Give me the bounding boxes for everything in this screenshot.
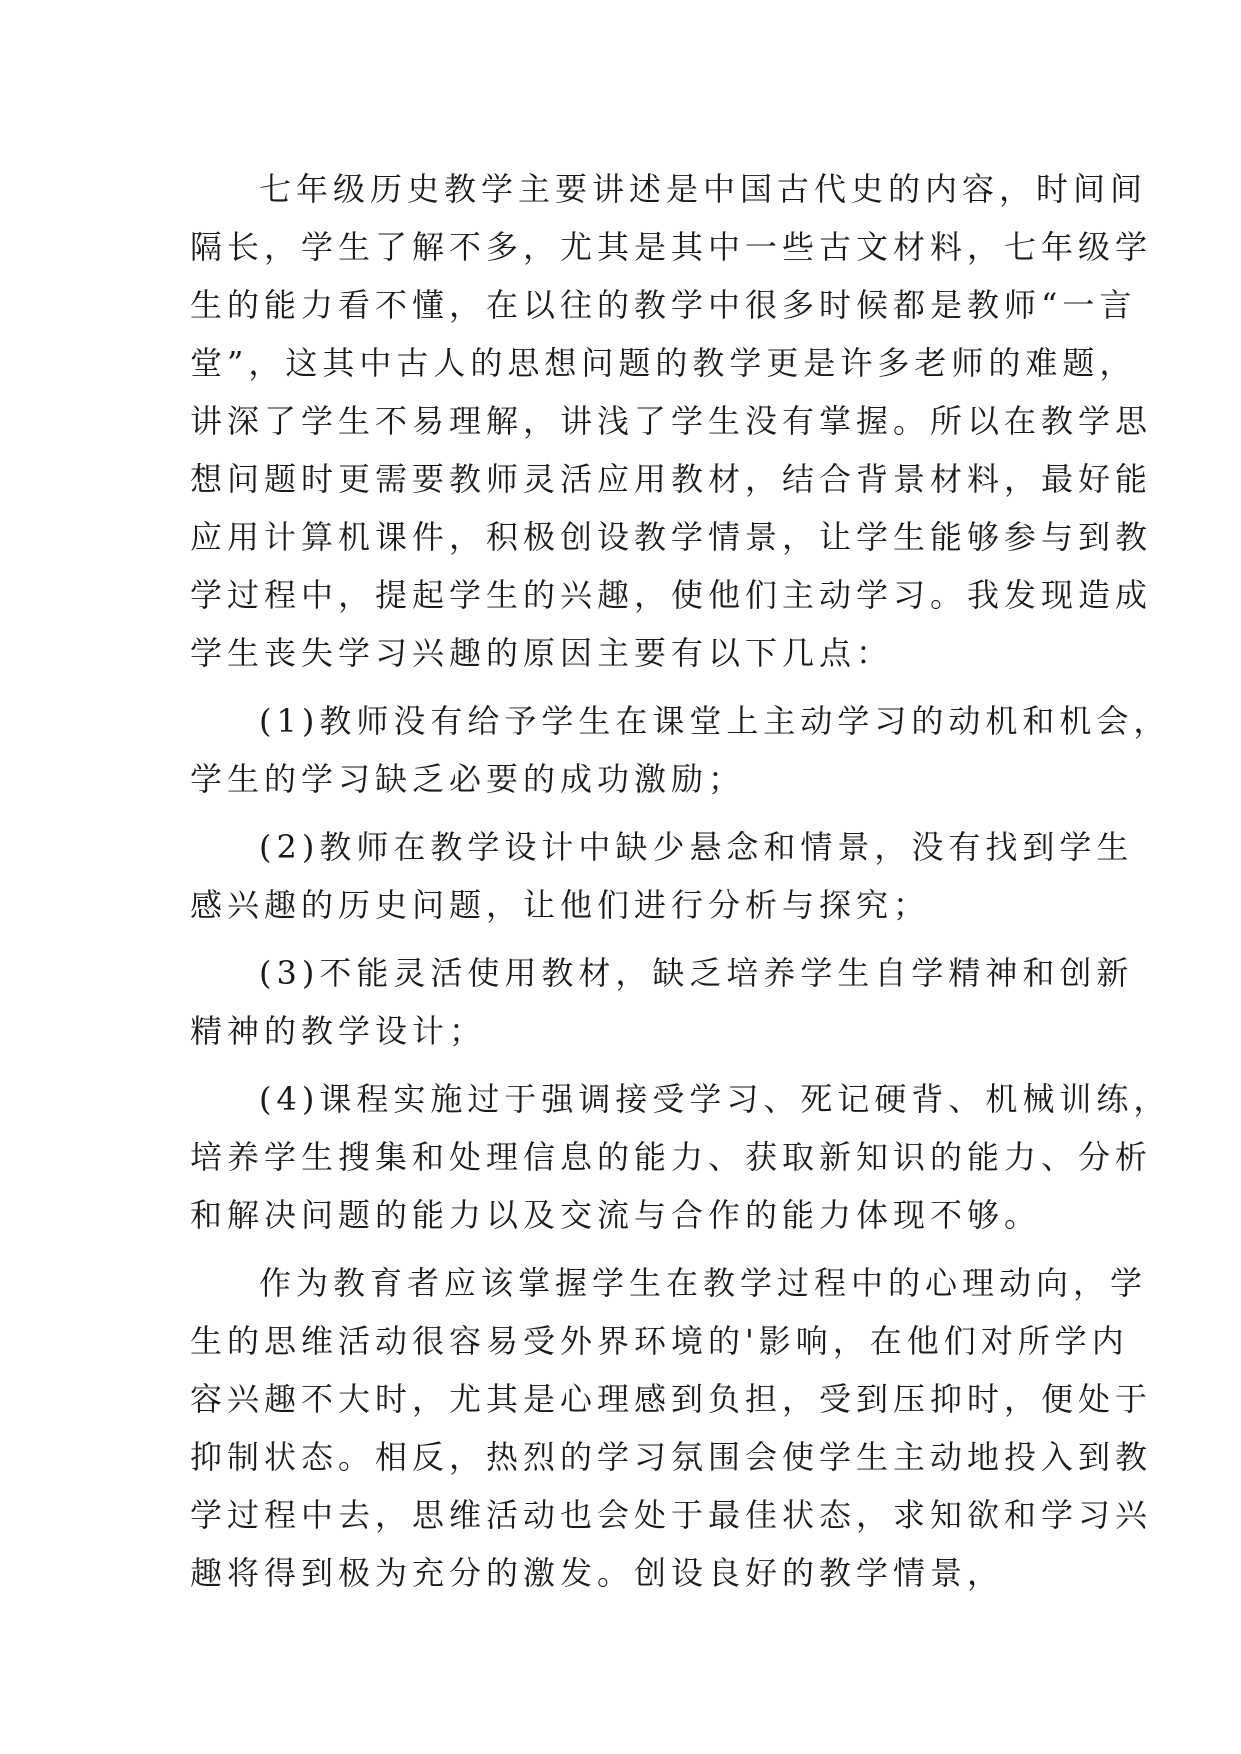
paragraph-1-line-3: 生的能力看不懂，在以往的教学中很多时候都是教师“一言 — [190, 286, 1137, 324]
list-item-4-line-3: 和解决问题的能力以及交流与合作的能力体现不够。 — [190, 1196, 1042, 1234]
paragraph-2-line-1: 作为教育者应该掌握学生在教学过程中的心理动向，学 — [259, 1264, 1148, 1302]
document-body — [190, 160, 1171, 1602]
list-item-4-line-2: 培养学生搜集和处理信息的能力、获取新知识的能力、分析 — [190, 1138, 1153, 1176]
list-item-2-line-2: 感兴趣的历史问题，让他们进行分析与探究； — [190, 886, 931, 924]
list-item-2-line-1: (2)教师在教学设计中缺少悬念和情景，没有找到学生 — [259, 828, 1134, 866]
paragraph-1-line-4: 堂”，这其中古人的思想问题的教学更是许多老师的难题， — [190, 344, 1137, 382]
list-item-4-line-1: (4)课程实施过于强调接受学习、死记硬背、机械训练， — [259, 1080, 1171, 1118]
paragraph-1-line-7: 应用计算机课件，积极创设教学情景，让学生能够参与到教 — [190, 518, 1153, 556]
list-item-1-line-1: (1)教师没有给予学生在课堂上主动学习的动机和机会， — [259, 702, 1171, 740]
paragraph-1-line-8: 学过程中，提起学生的兴趣，使他们主动学习。我发现造成 — [190, 576, 1153, 614]
paragraph-2-line-3: 容兴趣不大时，尤其是心理感到负担，受到压抑时，便处于 — [190, 1380, 1153, 1418]
paragraph-1-line-5: 讲深了学生不易理解，讲浅了学生没有掌握。所以在教学思 — [190, 402, 1153, 440]
list-item-3-line-2: 精神的教学设计； — [190, 1012, 487, 1050]
paragraph-2-line-6: 趣将得到极为充分的激发。创设良好的教学情景， — [190, 1554, 1005, 1592]
list-item-3-line-1: (3)不能灵活使用教材，缺乏培养学生自学精神和创新 — [259, 954, 1134, 992]
paragraph-2-line-5: 学过程中去，思维活动也会处于最佳状态，求知欲和学习兴 — [190, 1496, 1153, 1534]
paragraph-2-line-2: 生的思维活动很容易受外界环境的'影响，在他们对所学内 — [190, 1322, 1129, 1360]
paragraph-1-line-9: 学生丧失学习兴趣的原因主要有以下几点： — [190, 634, 894, 672]
list-item-1-line-2: 学生的学习缺乏必要的成功激励； — [190, 760, 746, 798]
paragraph-1-line-2: 隔长，学生了解不多，尤其是其中一些古文材料，七年级学 — [190, 228, 1153, 266]
paragraph-2-line-4: 抑制状态。相反，热烈的学习氛围会使学生主动地投入到教 — [190, 1438, 1153, 1476]
paragraph-1-line-6: 想问题时更需要教师灵活应用教材，结合背景材料，最好能 — [190, 460, 1153, 498]
paragraph-1-line-1: 七年级历史教学主要讲述是中国古代史的内容，时间间 — [259, 170, 1148, 208]
